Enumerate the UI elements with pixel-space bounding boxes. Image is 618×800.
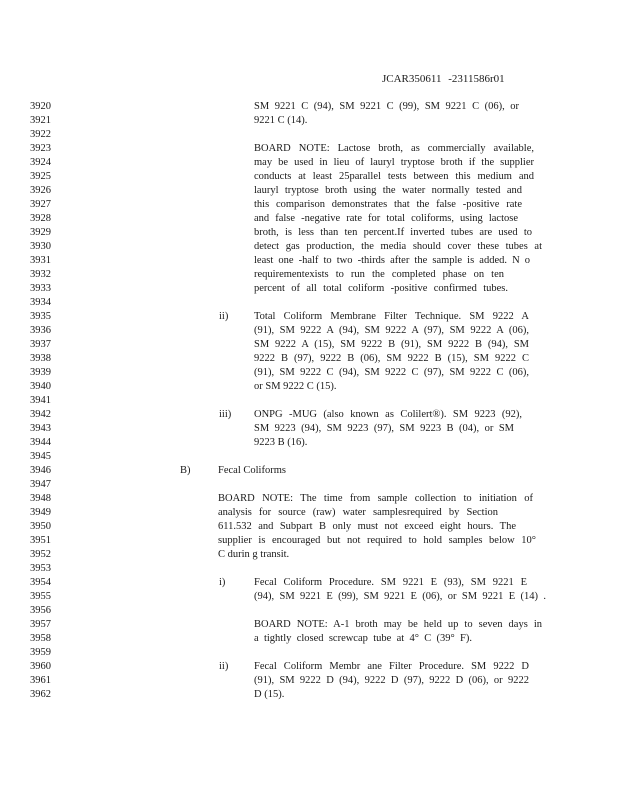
line-number: 3937	[30, 339, 51, 350]
text-line: or SM 9222 C (15).	[254, 381, 337, 392]
line-number: 3938	[30, 353, 51, 364]
item-label-iii: iii)	[219, 409, 232, 420]
line-number: 3958	[30, 633, 51, 644]
line-number: 3948	[30, 493, 51, 504]
line-number: 3951	[30, 535, 51, 546]
text-line: 9222 B (97), 9222 B (06), SM 9222 B (15), SM 9222 C	[254, 353, 529, 364]
line-number: 3954	[30, 577, 51, 588]
line-number: 3939	[30, 367, 51, 378]
text-line: (91), SM 9222 C (94), SM 9222 C (97), SM 9222 C (06),	[254, 367, 529, 378]
text-line: this comparison demonstrates that the false -positive rate	[254, 199, 522, 210]
text-line: requirementexists to run the completed phase on ten	[254, 269, 504, 280]
text-line: ONPG -MUG (also known as Colilert®). SM 9223 (92),	[254, 409, 522, 420]
text-line: a tightly closed screwcap tube at 4° C (39° F).	[254, 633, 472, 644]
line-number: 3929	[30, 227, 51, 238]
line-number: 3935	[30, 311, 51, 322]
line-number: 3925	[30, 171, 51, 182]
text-line: and false -negative rate for total coliforms, using lactose	[254, 213, 518, 224]
line-number: 3926	[30, 185, 51, 196]
text-line: SM 9221 C (94), SM 9221 C (99), SM 9221 C (06), or	[254, 101, 519, 112]
text-line: (91), SM 9222 A (94), SM 9222 A (97), SM 9222 A (06),	[254, 325, 529, 336]
text-line: 9221 C (14).	[254, 115, 308, 126]
line-number: 3931	[30, 255, 51, 266]
text-line: Fecal Coliform Membr ane Filter Procedure. SM 9222 D	[254, 661, 529, 672]
line-number: 3952	[30, 549, 51, 560]
item-label-ii: ii)	[219, 661, 229, 672]
line-number: 3960	[30, 661, 51, 672]
text-line: Fecal Coliform Procedure. SM 9221 E (93), SM 9221 E	[254, 577, 527, 588]
text-line: BOARD NOTE: Lactose broth, as commercially available,	[254, 143, 534, 154]
text-line: detect gas production, the media should cover these tubes at	[254, 241, 542, 252]
line-number: 3949	[30, 507, 51, 518]
text-line: D (15).	[254, 689, 285, 700]
text-line: Total Coliform Membrane Filter Technique. SM 9222 A	[254, 311, 529, 322]
line-number: 3927	[30, 199, 51, 210]
line-number: 3942	[30, 409, 51, 420]
line-number: 3936	[30, 325, 51, 336]
section-title: Fecal Coliforms	[218, 465, 286, 476]
line-number: 3930	[30, 241, 51, 252]
line-number: 3920	[30, 101, 51, 112]
text-line: SM 9222 A (15), SM 9222 B (91), SM 9222 B (94), SM	[254, 339, 529, 350]
text-line: supplier is encouraged but not required to hold samples below 10°	[218, 535, 536, 546]
line-number: 3941	[30, 395, 51, 406]
text-line: may be used in lieu of lauryl tryptose broth if the supplier	[254, 157, 534, 168]
text-line: conducts at least 25parallel tests between this medium and	[254, 171, 534, 182]
line-number: 3933	[30, 283, 51, 294]
line-number: 3932	[30, 269, 51, 280]
line-number: 3921	[30, 115, 51, 126]
text-line: (91), SM 9222 D (94), 9222 D (97), 9222 D (06), or 9222	[254, 675, 529, 686]
page-header: JCAR350611 -2311586r01	[382, 73, 505, 85]
item-label-i: i)	[219, 577, 226, 588]
line-number: 3934	[30, 297, 51, 308]
line-number: 3959	[30, 647, 51, 658]
text-line: BOARD NOTE: A-1 broth may be held up to seven days in	[254, 619, 542, 630]
line-number: 3947	[30, 479, 51, 490]
line-number: 3961	[30, 675, 51, 686]
text-line: C durin g transit.	[218, 549, 290, 560]
line-number: 3945	[30, 451, 51, 462]
line-number: 3940	[30, 381, 51, 392]
line-number: 3957	[30, 619, 51, 630]
line-number: 3955	[30, 591, 51, 602]
line-number: 3923	[30, 143, 51, 154]
text-line: broth, is less than ten percent.If inverted tubes are used to	[254, 227, 532, 238]
line-number: 3956	[30, 605, 51, 616]
line-number: 3928	[30, 213, 51, 224]
text-line: 9223 B (16).	[254, 437, 308, 448]
text-line: BOARD NOTE: The time from sample collection to initiation of	[218, 493, 533, 504]
line-number: 3922	[30, 129, 51, 140]
text-line: least one -half to two -thirds after the sample is added. N o	[254, 255, 530, 266]
line-number: 3946	[30, 465, 51, 476]
text-line: lauryl tryptose broth using the water normally tested and	[254, 185, 522, 196]
line-number: 3924	[30, 157, 51, 168]
line-number: 3944	[30, 437, 51, 448]
line-number: 3943	[30, 423, 51, 434]
item-label-ii: ii)	[219, 311, 229, 322]
text-line: SM 9223 (94), SM 9223 (97), SM 9223 B (04), or SM	[254, 423, 514, 434]
text-line: 611.532 and Subpart B only must not exceed eight hours. The	[218, 521, 516, 532]
section-label-b: B)	[180, 465, 191, 476]
text-line: analysis for source (raw) water samplesrequired by Section	[218, 507, 498, 518]
line-number: 3953	[30, 563, 51, 574]
text-line: (94), SM 9221 E (99), SM 9221 E (06), or SM 9221 E (14) .	[254, 591, 546, 602]
line-number: 3950	[30, 521, 51, 532]
line-number: 3962	[30, 689, 51, 700]
text-line: percent of all total coliform -positive confirmed tubes.	[254, 283, 508, 294]
